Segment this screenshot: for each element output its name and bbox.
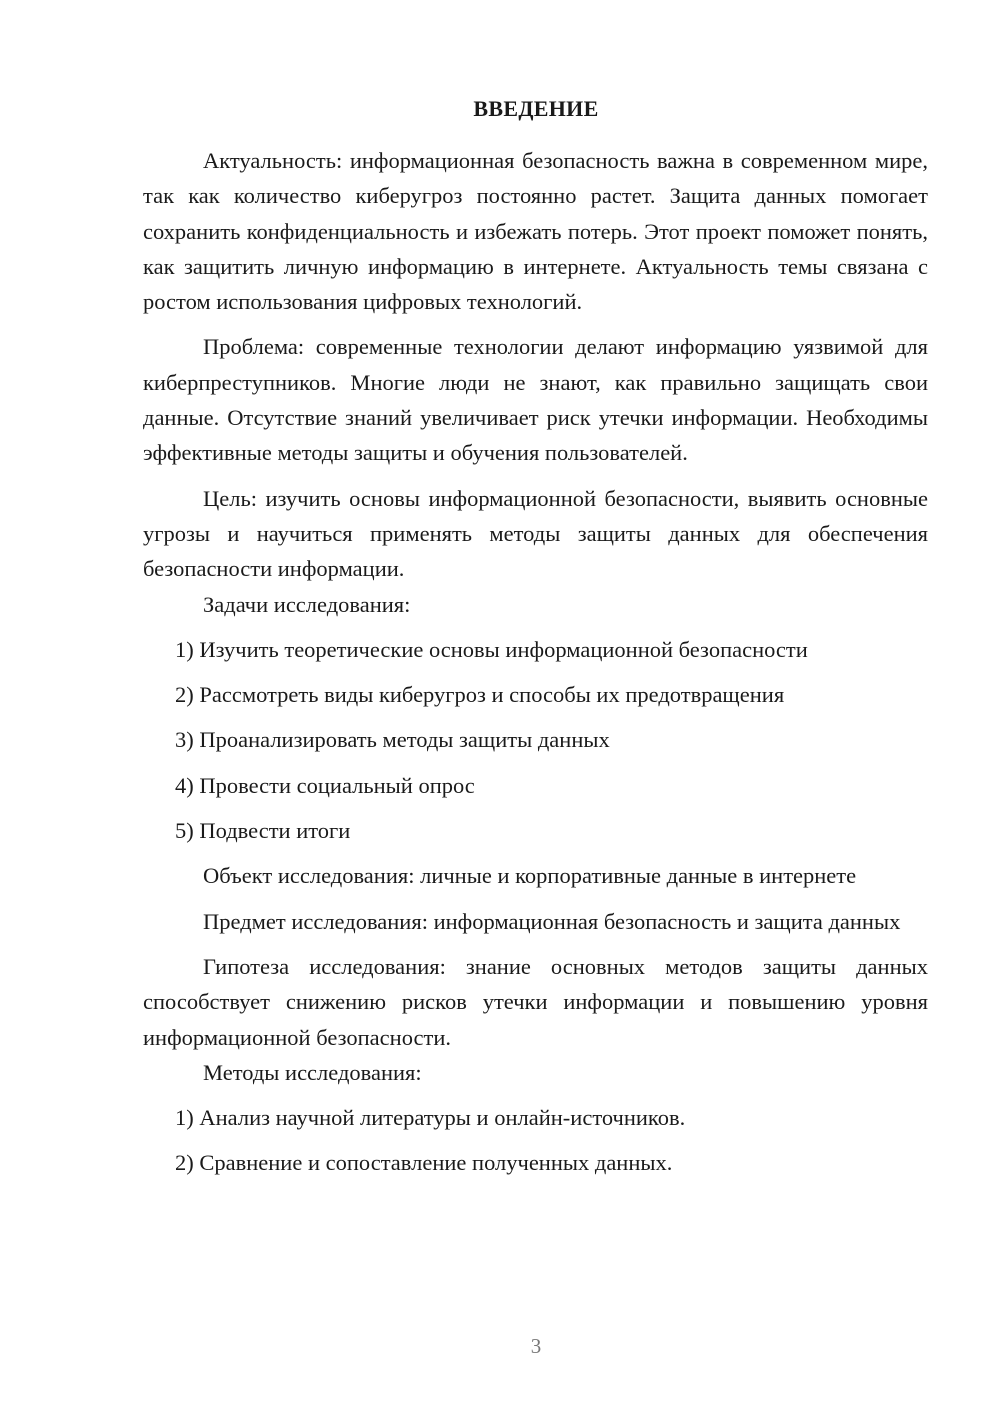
page-number: 3 <box>530 1334 542 1358</box>
list-item: 5) Подвести итоги <box>175 818 351 844</box>
list-item: 1) Изучить теоретические основы информационной безопасности <box>175 636 808 662</box>
subject-paragraph: Предмет исследования: информационная безопасность и защита данных <box>203 908 901 934</box>
document-body <box>143 143 928 1181</box>
page-title: ВВЕДЕНИЕ <box>473 96 599 121</box>
list-item: 1) Анализ научной литературы и онлайн-источников. <box>175 1105 686 1131</box>
tasks-list <box>143 632 928 848</box>
hypothesis-paragraph: Гипотеза исследования: знание основных методов защиты данных способствует снижению рисков утечки информации и повышению уровня информационной безопасности. <box>143 953 928 1050</box>
methods-title: Методы исследования: <box>203 1059 422 1085</box>
list-item: 2) Рассмотреть виды киберугроз и способы их предотвращения <box>175 682 785 708</box>
methods-list <box>143 1100 928 1181</box>
list-item: 4) Провести социальный опрос <box>175 772 475 798</box>
goal-paragraph: Цель: изучить основы информационной безопасности, выявить основные угрозы и научиться применять методы защиты данных для обеспечения безопасности информации. <box>143 485 928 582</box>
relevance-paragraph: Актуальность: информационная безопасность важна в современном мире, так как количество киберугроз постоянно растет. Защита данных помогает сохранить конфиденциальность и избежать потерь. Этот проект поможет понять, как защитить личную информацию в интернете. Актуальность темы связана с ростом использования цифровых технологий. <box>143 148 928 315</box>
list-item: 3) Проанализировать методы защиты данных <box>175 727 610 753</box>
object-paragraph: Объект исследования: личные и корпоративные данные в интернете <box>203 863 857 889</box>
tasks-title: Задачи исследования: <box>203 591 411 617</box>
list-item: 2) Сравнение и сопоставление полученных данных. <box>175 1150 673 1176</box>
problem-paragraph: Проблема: современные технологии делают информацию уязвимой для киберпреступников. Многие люди не знают, как правильно защищать свои данные. Отсутствие знаний увеличивает риск утечки информации. Необходимы эффективные методы защиты и обучения пользователей. <box>143 334 928 466</box>
